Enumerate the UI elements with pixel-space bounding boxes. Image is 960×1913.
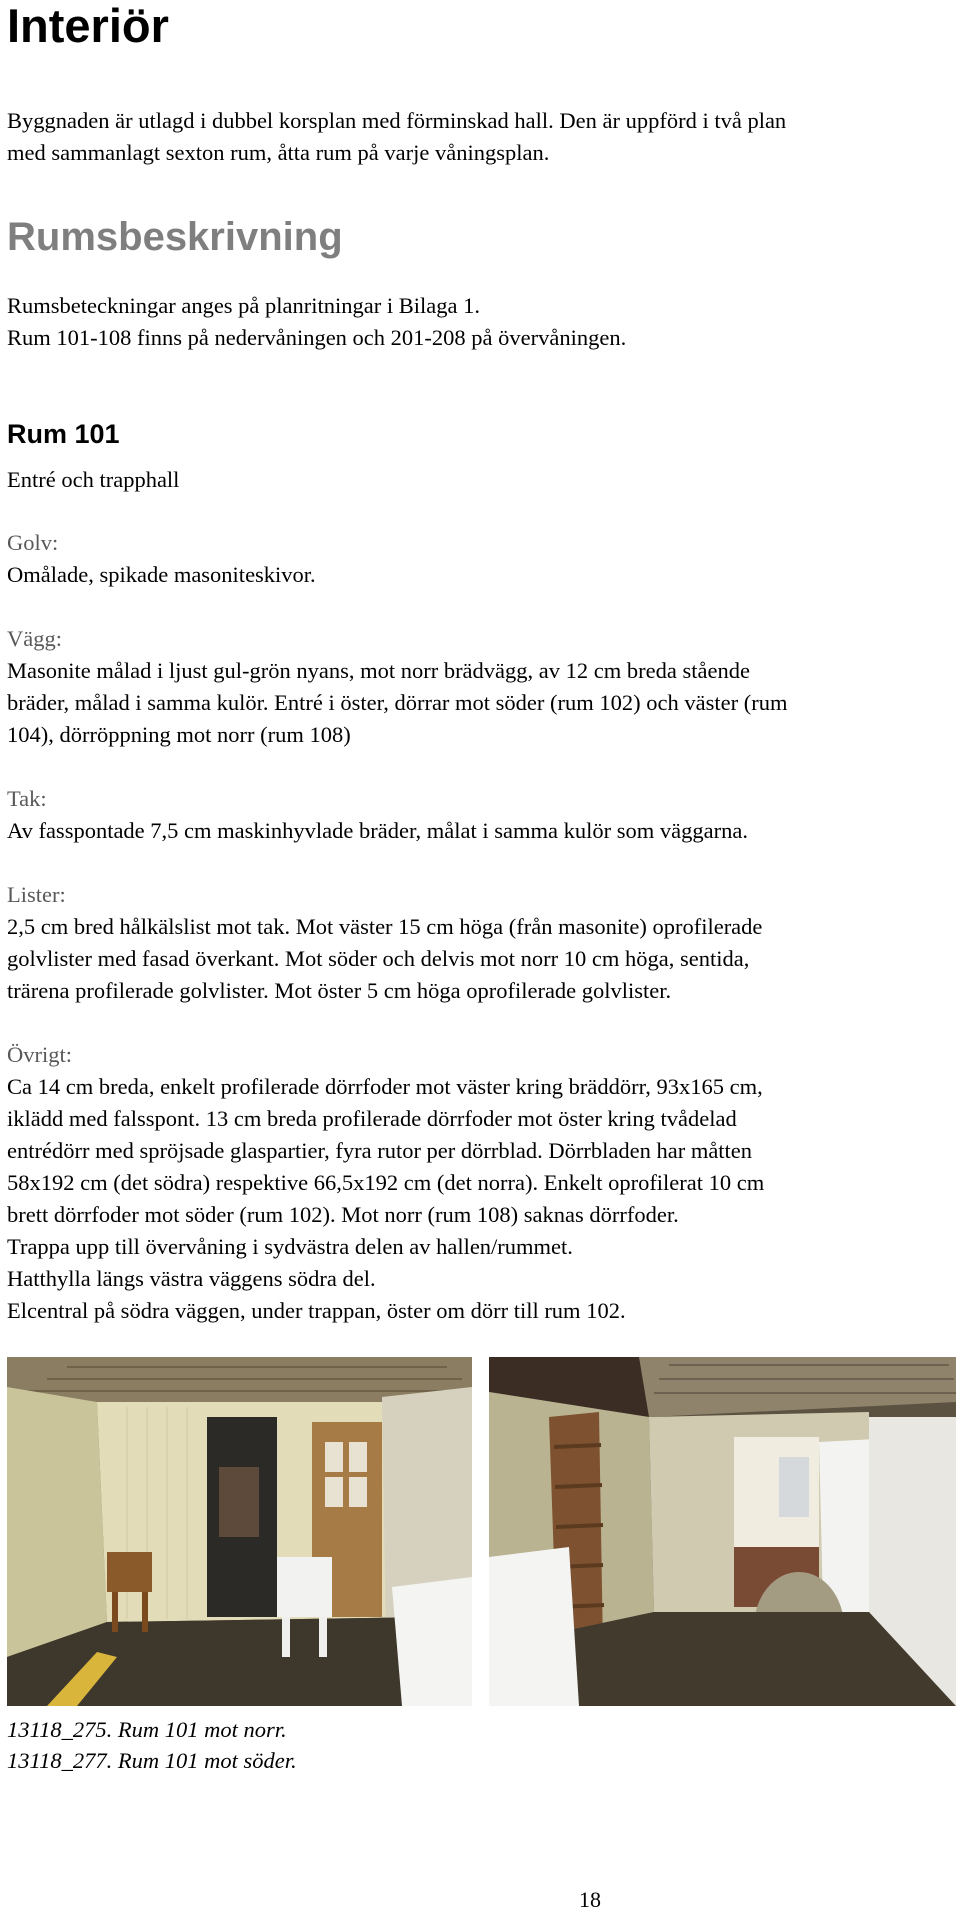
vagg-label: Vägg: [7, 626, 62, 651]
intro-line-1: Byggnaden är utlagd i dubbel korsplan med förminskad hall. Den är uppförd i två plan [7, 108, 787, 133]
section-line-1: Rumsbeteckningar anges på planritningar i Bilaga 1. [7, 293, 480, 318]
ovrigt-label: Övrigt: [7, 1042, 72, 1067]
page-number: 18 [579, 1887, 601, 1912]
photo-room-101-north [7, 1357, 472, 1706]
ovrigt-line-6: Trappa upp till övervåning i sydvästra delen av hallen/rummet. [7, 1234, 573, 1259]
ovrigt-line-8: Elcentral på södra väggen, under trappan, öster om dörr till rum 102. [7, 1298, 626, 1323]
section-line-2: Rum 101-108 finns på nedervåningen och 201-208 på övervåningen. [7, 325, 627, 350]
section-heading: Rumsbeskrivning [7, 215, 343, 259]
lister-line-1: 2,5 cm bred hålkälslist mot tak. Mot väster 15 cm höga (från masonite) oprofilerade [7, 914, 763, 939]
vagg-line-2: bräder, målad i samma kulör. Entré i öster, dörrar mot söder (rum 102) och väster (rum [7, 690, 788, 715]
ovrigt-line-1: Ca 14 cm breda, enkelt profilerade dörrfoder mot väster kring bräddörr, 93x165 cm, [7, 1074, 763, 1099]
vagg-line-3: 104), dörröppning mot norr (rum 108) [7, 722, 351, 747]
ovrigt-line-7: Hatthylla längs västra väggens södra del. [7, 1266, 376, 1291]
ovrigt-line-4: 58x192 cm (det södra) respektive 66,5x192 cm (det norra). Enkelt oprofilerat 10 cm [7, 1170, 765, 1195]
vagg-line-1: Masonite målad i ljust gul-grön nyans, mot norr brädvägg, av 12 cm breda stående [7, 658, 750, 683]
lister-label: Lister: [7, 882, 66, 907]
golv-text: Omålade, spikade masoniteskivor. [7, 562, 316, 587]
ovrigt-line-5: brett dörrfoder mot söder (rum 102). Mot norr (rum 108) saknas dörrfoder. [7, 1202, 679, 1227]
lister-line-3: trärena profilerade golvlister. Mot öster 5 cm höga oprofilerade golvlister. [7, 978, 672, 1003]
golv-label: Golv: [7, 530, 59, 555]
room-subtitle: Entré och trapphall [7, 467, 180, 492]
tak-text: Av fasspontade 7,5 cm maskinhyvlade bräder, målat i samma kulör som väggarna. [7, 818, 748, 843]
photo-room-101-south [489, 1357, 956, 1706]
page-title: Interiör [7, 0, 169, 52]
ovrigt-line-2: iklädd med falsspont. 13 cm breda profilerade dörrfoder mot öster kring tvådelad [7, 1106, 737, 1131]
caption-2: 13118_277. Rum 101 mot söder. [7, 1748, 297, 1773]
lister-line-2: golvlister med fasad överkant. Mot söder och delvis mot norr 10 cm höga, sentida, [7, 946, 750, 971]
tak-label: Tak: [7, 786, 47, 811]
room-heading: Rum 101 [7, 419, 120, 449]
ovrigt-line-3: entrédörr med spröjsade glaspartier, fyra rutor per dörrblad. Dörrbladen har måtten [7, 1138, 753, 1163]
caption-1: 13118_275. Rum 101 mot norr. [7, 1717, 287, 1742]
intro-line-2: med sammanlagt sexton rum, åtta rum på varje våningsplan. [7, 140, 550, 165]
